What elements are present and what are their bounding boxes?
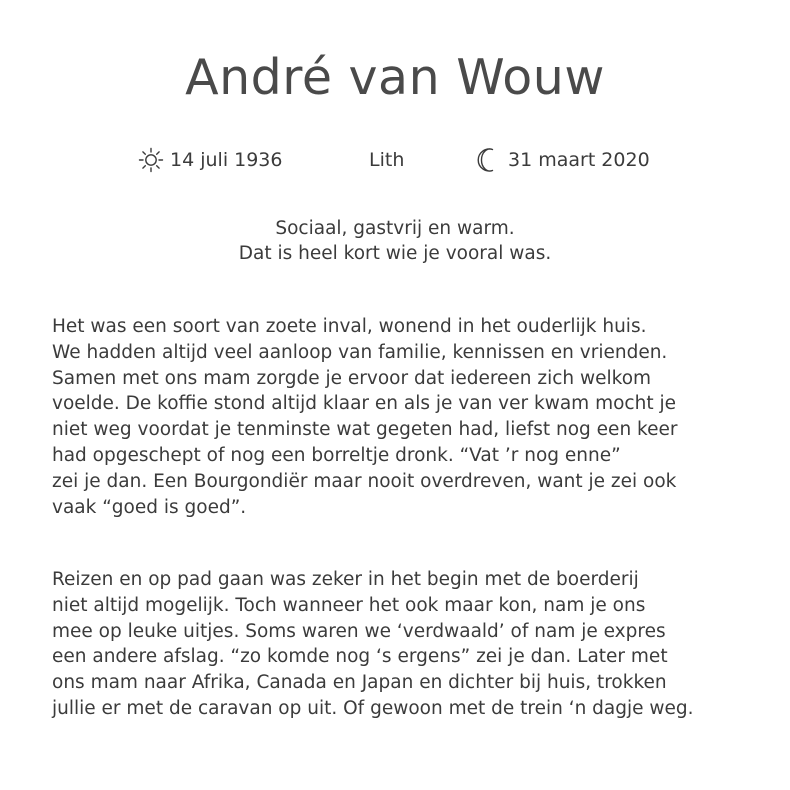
death-date: 31 maart 2020 [508,149,650,171]
crescent-moon-icon [476,147,502,173]
text-line: Samen met ons mam zorgde je ervoor dat iedereen zich welkom [52,367,652,389]
motto-line: Dat is heel kort wie je vooral was. [238,243,552,264]
text-line: voelde. De koffie stond altijd klaar en als je van ver kwam mocht je [52,393,676,415]
text-line: jullie er met de caravan op uit. Of gewoon met de trein ‘n dagje weg. [52,697,694,719]
birth-date: 14 juli 1936 [170,149,283,171]
page-title: André van Wouw [185,49,605,106]
place-label: Lith [369,149,405,171]
text-line: Reizen en op pad gaan was zeker in het begin met de boerderij [52,569,639,590]
birth-info [138,146,283,174]
motto-line: Sociaal, gastvrij en warm. [275,218,515,239]
text-line: We hadden altijd veel aanloop van familie, kennissen en vrienden. [52,341,668,363]
text-line: niet altijd mogelijk. Toch wanneer het ook maar kon, nam je ons [52,594,646,616]
text-line: ons mam naar Afrika, Canada en Japan en dichter bij huis, trokken [52,672,667,694]
text-line: een andere afslag. “zo komde nog ‘s ergens” zei je dan. Later met [52,646,668,668]
sun-icon [138,147,164,173]
text-line: mee op leuke uitjes. Soms waren we ‘verdwaald’ of nam je expres [52,620,666,642]
text-line: Het was een soort van zoete inval, wonend in het ouderlijk huis. [52,316,647,337]
text-line: zei je dan. Een Bourgondiër maar nooit overdreven, want je zei ook [52,470,677,492]
paragraph-hospitality [52,314,752,520]
paragraph-travel [52,567,752,722]
motto [0,216,790,266]
death-info [476,146,650,174]
birth-place [369,146,404,174]
life-dates [0,146,790,174]
text-line: vaak “goed is goed”. [52,496,247,518]
text-line: niet weg voordat je tenminste wat gegeten had, liefst nog een keer [52,419,678,441]
text-line: had opgeschept of nog een borreltje dronk. “Vat ’r nog enne” [52,444,621,466]
